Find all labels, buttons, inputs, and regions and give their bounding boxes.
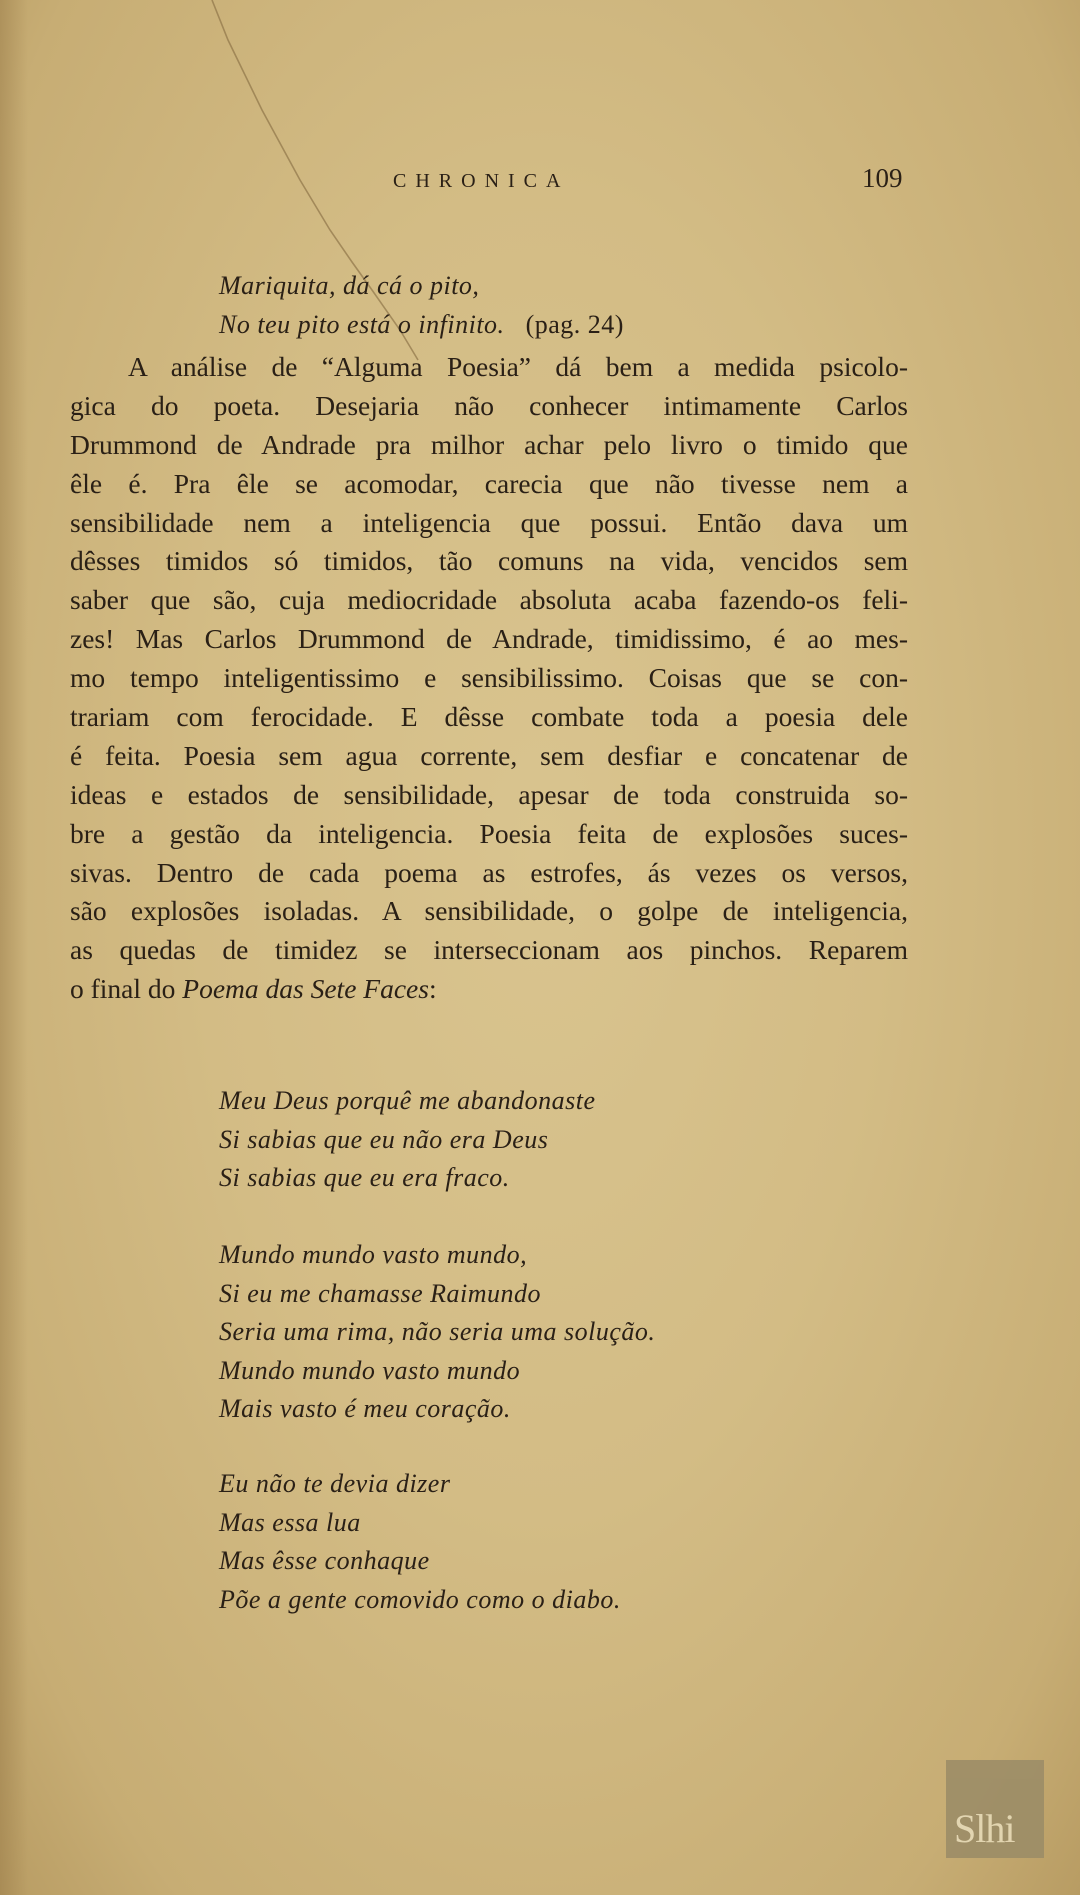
body-line: A análise de “Alguma Poesia” dá bem a medida psicolo- [128, 351, 908, 382]
poem-line: Si eu me chamasse Raimundo [219, 1278, 542, 1308]
body-text [70, 348, 908, 1009]
epigraph-line: Mariquita, dá cá o pito, [219, 271, 480, 300]
body-line-text: o final do [70, 973, 183, 1005]
library-watermark-logo [946, 1760, 1044, 1858]
body-line: bre a gestão da inteligencia. Poesia feita de explosões suces- [70, 817, 908, 849]
poem-line: Põe a gente comovido como o diabo. [219, 1584, 621, 1614]
poem-line: Mundo mundo vasto mundo, [219, 1240, 528, 1269]
poem-stanza [219, 1082, 596, 1198]
poem-stanza [219, 1465, 621, 1619]
body-line: ideas e estados de sensibilidade, apesar de toda construida so- [70, 778, 908, 810]
epigraph-line [219, 306, 624, 345]
body-line: sensibilidade nem a inteligencia que possui. Então dava um [70, 506, 908, 538]
poem-line: Si sabias que eu era fraco. [219, 1163, 510, 1192]
epigraph-citation: (pag. 24) [525, 309, 624, 339]
poem-line: Mas essa lua [219, 1507, 361, 1537]
poem-line: Mas êsse conhaque [219, 1546, 430, 1575]
poem-line: Meu Deus porquê me abandonaste [219, 1086, 596, 1115]
poem-stanza [219, 1236, 655, 1429]
body-line: Drummond de Andrade pra milhor achar pelo livro o timido que [70, 428, 908, 460]
poem-line: Eu não te devia dizer [219, 1469, 451, 1498]
poem-line: Mundo mundo vasto mundo [219, 1355, 521, 1385]
poem-title: Poema das Sete Faces [182, 973, 429, 1005]
poem-line: Si sabias que eu não era Deus [219, 1124, 549, 1154]
body-line: zes! Mas Carlos Drummond de Andrade, timidissimo, é ao mes- [70, 623, 908, 655]
body-line: é feita. Poesia sem agua corrente, sem desfiar e concatenar de [70, 739, 908, 771]
body-line-text: : [428, 973, 437, 1005]
body-line: mo tempo inteligentissimo e sensibilissimo. Coisas que se con- [70, 662, 908, 694]
page-number: 109 [862, 163, 903, 193]
poem-line: Seria uma rima, não seria uma solução. [219, 1317, 656, 1346]
running-head: CHRONICA [393, 170, 570, 192]
body-line: são explosões isoladas. A sensibilidade, o golpe de inteligencia, [70, 895, 908, 927]
body-line: sivas. Dentro de cada poema as estrofes, ás vezes os versos, [70, 856, 908, 888]
epigraph-line-text: No teu pito está o infinito. [219, 309, 505, 339]
poem-line: Mais vasto é meu coração. [219, 1394, 511, 1423]
body-line: trariam com ferocidade. E dêsse combate toda a poesia dele [70, 701, 908, 733]
body-line [70, 970, 908, 1009]
body-line: dêsses timidos só timidos, tão comuns na vida, vencidos sem [70, 545, 908, 577]
body-line: as quedas de timidez se interseccionam aos pinchos. Reparem [70, 934, 908, 966]
epigraph [219, 267, 624, 344]
body-line: gica do poeta. Desejaria não conhecer intimamente Carlos [70, 389, 908, 421]
body-line: êle é. Pra êle se acomodar, carecia que não tivesse nem a [70, 467, 908, 499]
page-edge-shadow [0, 0, 28, 1895]
body-line: saber que são, cuja mediocridade absoluta acaba fazendo-os feli- [70, 584, 908, 616]
watermark-label: Slhi [954, 1806, 1015, 1851]
